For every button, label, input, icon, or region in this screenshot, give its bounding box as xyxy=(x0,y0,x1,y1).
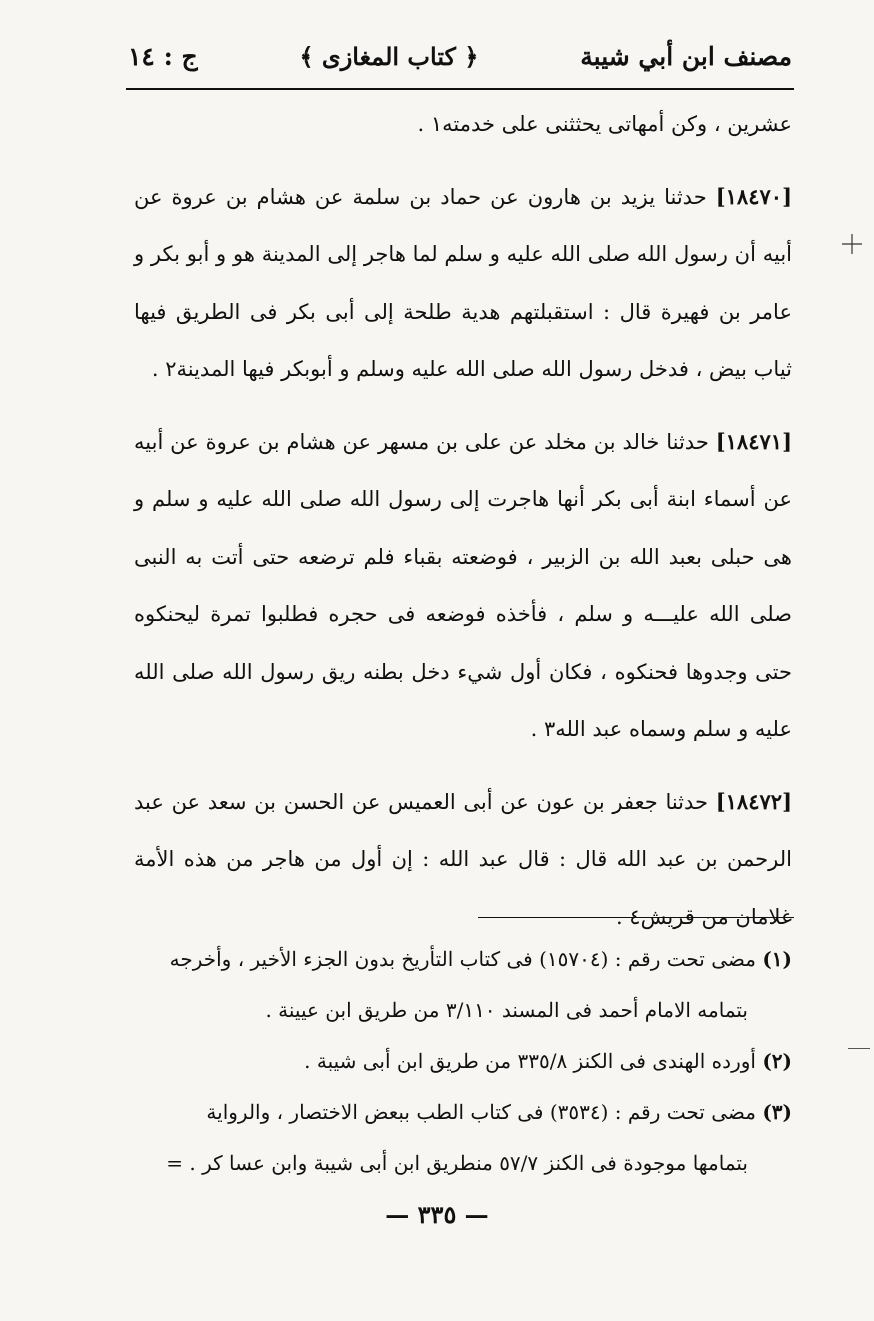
footnote xyxy=(132,1087,792,1138)
footnote-text: مضى تحت رقم : (٣٥٣٤) فى كتاب الطب ببعض الاختصار ، والرواية xyxy=(206,1100,756,1124)
hadith-paragraph xyxy=(134,413,792,759)
paragraph-text: حدثنا جعفر بن عون عن أبى العميس عن الحسن بن سعد عن عبد الرحمن بن عبد الله قال : قال عبد الله : إن أول من هاجر من هذه الأمة غلامان من قريش٤ . xyxy=(134,789,792,929)
page-number: — ٣٣٥ — xyxy=(385,1200,489,1229)
paragraph-text: حدثنا خالد بن مخلد عن على بن مسهر عن هشام بن عروة عن أبيه عن أسماء ابنة أبى بكر أنها هاجرت إلى رسول الله صلى الله عليه و سلم و هى حبلى بعبد الله بن الزبير ، فوضعته بقباء فلم ترضعه حتى أتت به النبى صلى الله عليـــه و سلم ، فأخذه فوضعه فى حجره فطلبوا تمرة ليحنكوه حتى وجدوها فحنكوه ، فكان أول شيء دخل بطنه ريق رسول الله صلى الله عليه و سلم وسماه عبد الله٣ . xyxy=(134,429,792,741)
footnote-rule xyxy=(478,917,794,918)
section-title: ﴿ كتاب المغازى ﴾ xyxy=(299,41,479,71)
hadith-number: [١٨٤٧٠] xyxy=(715,183,792,209)
hadith-paragraph xyxy=(134,773,792,947)
footnote-text: بتمامه الامام أحمد فى المسند ٣/١١٠ من طريق ابن عيينة . xyxy=(265,998,748,1022)
footnote-continuation xyxy=(132,985,792,1036)
margin-cross-mark xyxy=(842,234,862,254)
paragraph-text: عشرين ، وكن أمهاتى يحثثنى على خدمته١ . xyxy=(417,112,792,136)
hadith-number: [١٨٤٧١] xyxy=(715,428,792,454)
footnote xyxy=(132,1036,792,1087)
footnote-marker: (١) xyxy=(762,947,792,971)
footnote-text: أورده الهندى فى الكنز ٣٣٥/٨ من طريق ابن أبى شيبة . xyxy=(304,1049,756,1073)
hadith-number: [١٨٤٧٢] xyxy=(715,788,792,814)
footnote-continuation xyxy=(132,1138,792,1189)
hadith-paragraph xyxy=(134,168,792,399)
book-title: مصنف ابن أبي شيبة xyxy=(580,41,792,71)
footnote-text: مضى تحت رقم : (١٥٧٠٤) فى كتاب التأريخ بدون الجزء الأخير ، وأخرجه xyxy=(169,947,756,971)
footnote xyxy=(132,934,792,985)
footnote-marker: (٢) xyxy=(762,1049,792,1073)
paragraph-continuation xyxy=(134,96,792,154)
volume-number: ج : ١٤ xyxy=(128,41,198,71)
footnotes xyxy=(132,934,792,1189)
footnote-marker: (٣) xyxy=(762,1100,792,1124)
running-header xyxy=(128,28,792,84)
margin-scratch-mark xyxy=(848,1048,870,1049)
footnote-text: بتمامها موجودة فى الكنز ٥٧/٧ منطريق ابن أبى شيبة وابن عسا كر . = xyxy=(166,1151,748,1175)
main-text xyxy=(134,96,792,960)
paragraph-text: حدثنا يزيد بن هارون عن حماد بن سلمة عن هشام بن عروة عن أبيه أن رسول الله صلى الله عليه و سلم لما هاجر إلى المدينة هو و أبو بكر و عامر بن فهيرة قال : استقبلتهم هدية طلحة إلى أبى بكر فى الطريق فيها ثياب بيض ، فدخل رسول الله صلى الله عليه وسلم و أبوبكر فيها المدينة٢ . xyxy=(134,184,792,381)
header-rule xyxy=(126,88,794,90)
